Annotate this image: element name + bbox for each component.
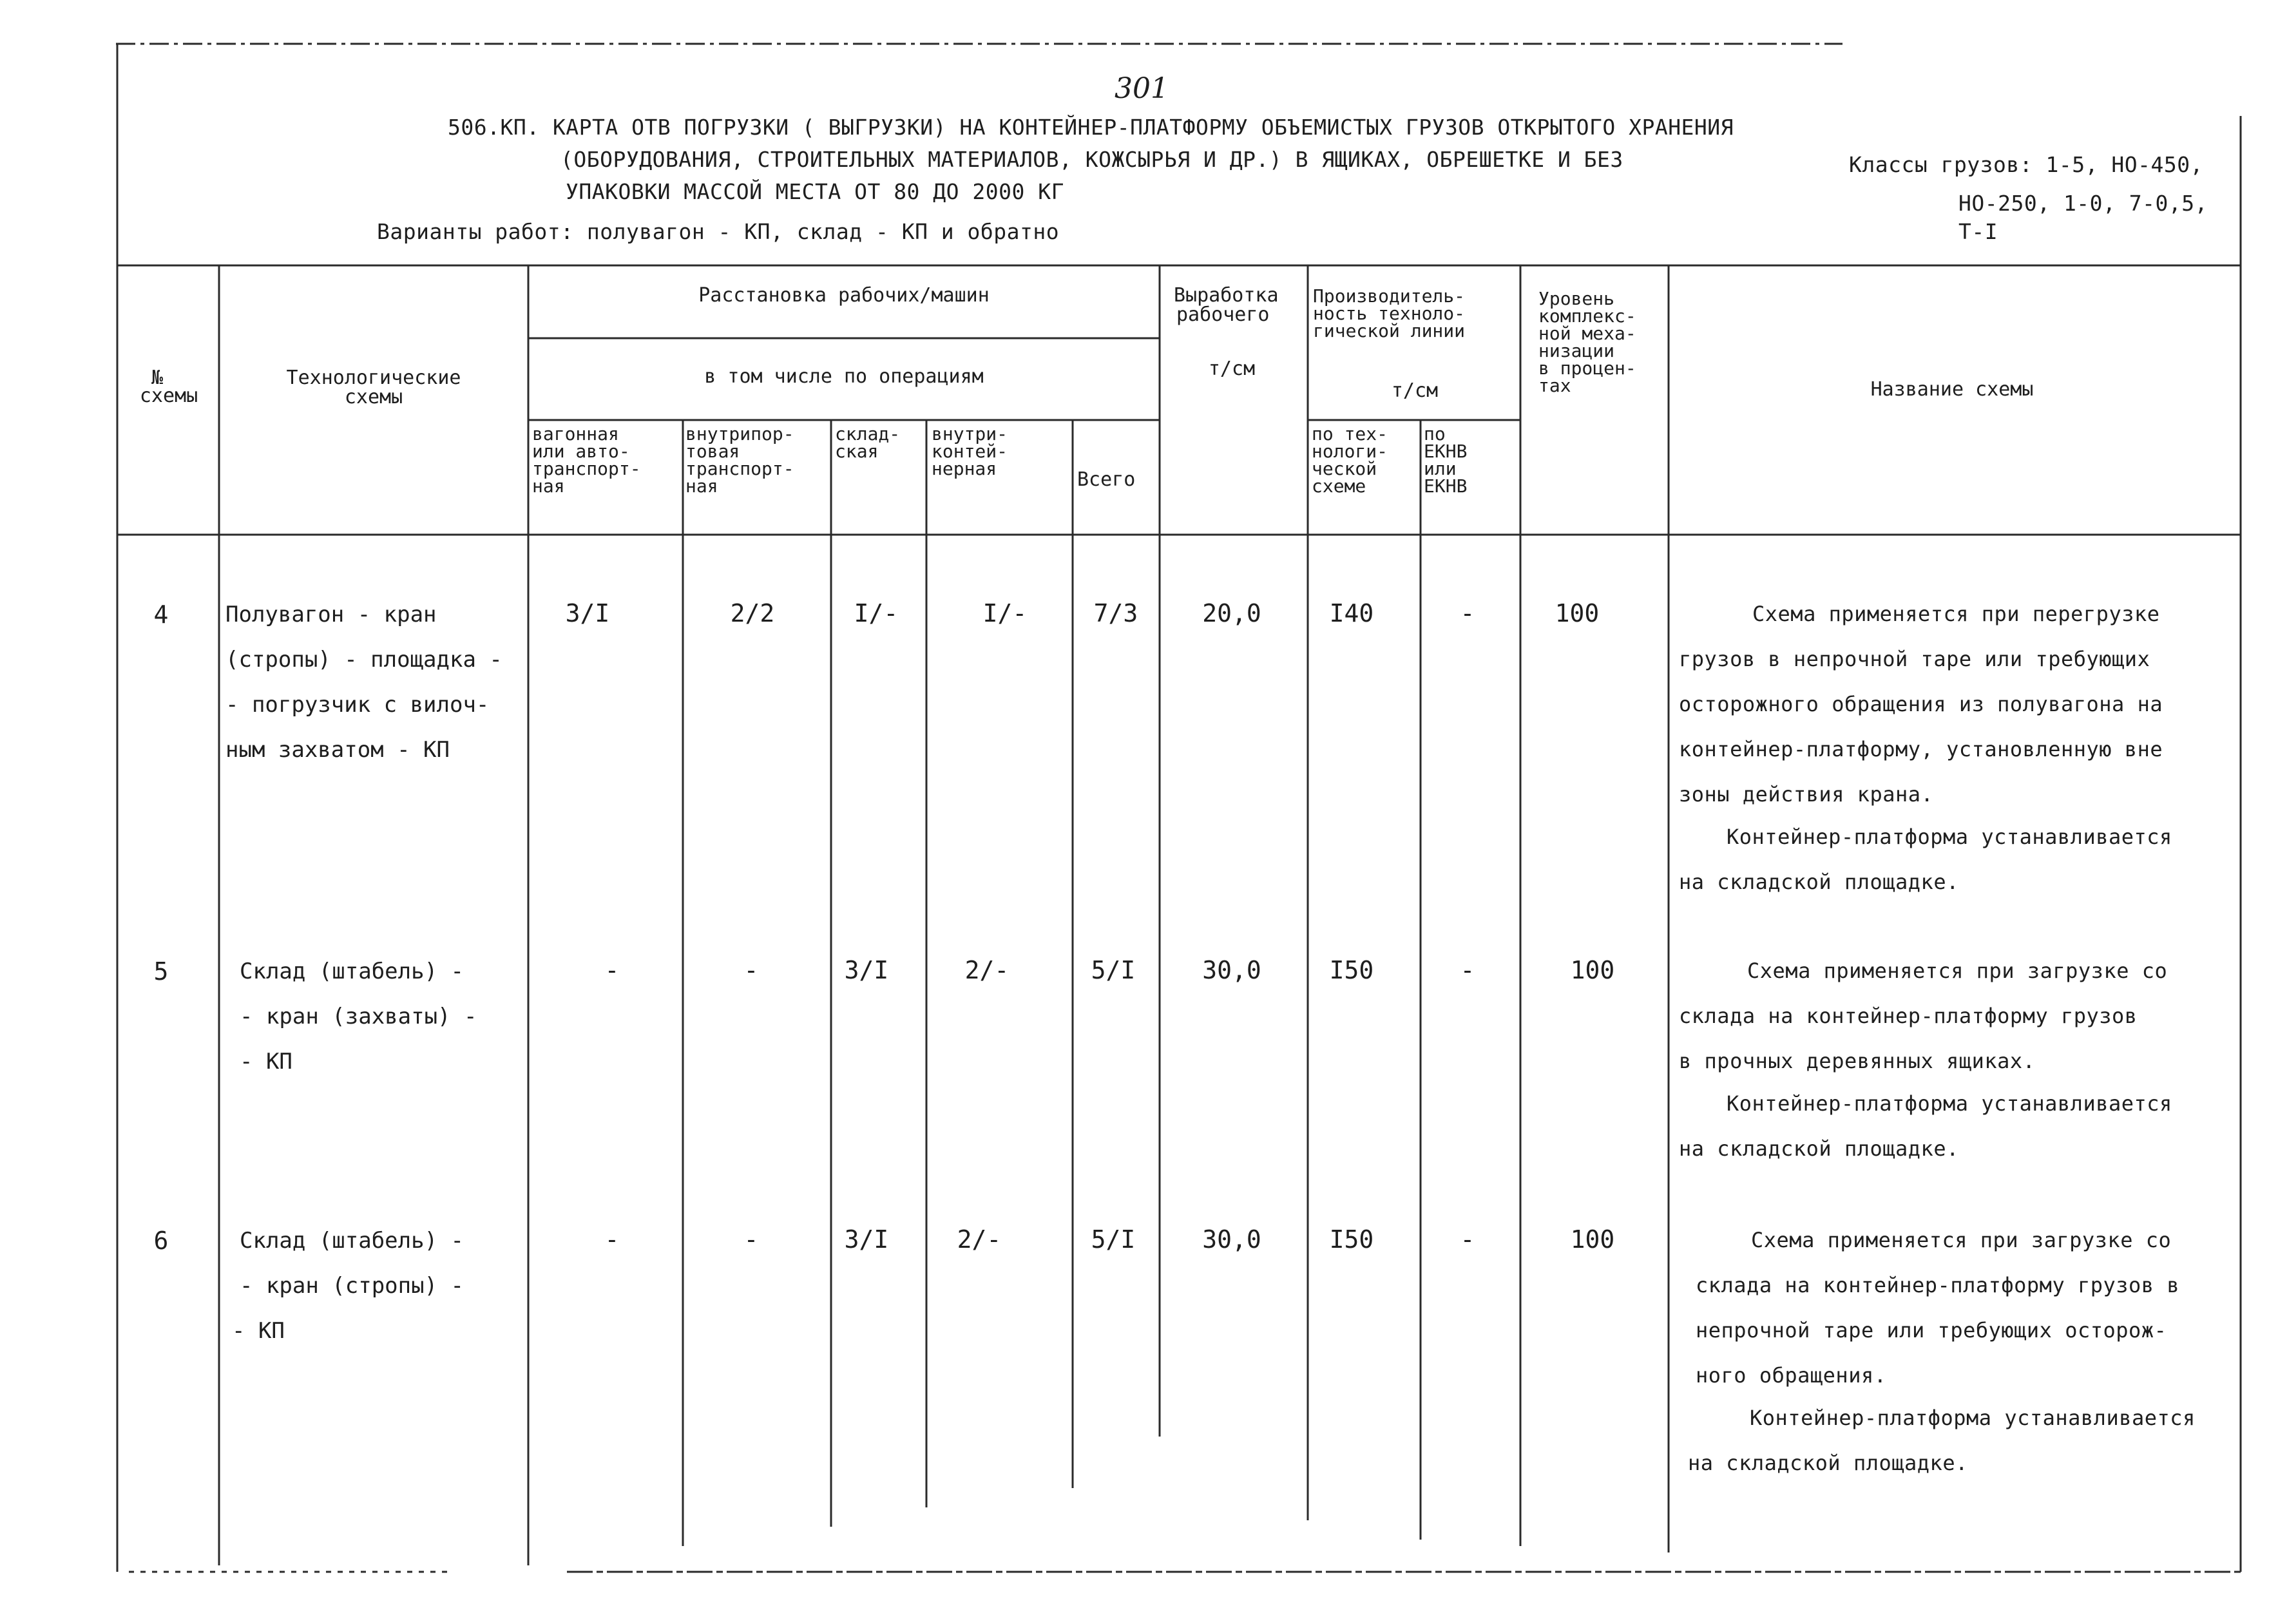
- header-output-unit: т/см: [1208, 358, 1256, 380]
- prod-scheme-value: I40: [1329, 599, 1374, 627]
- scheme-description-line: Схема применяется при загрузке со: [1747, 959, 2168, 983]
- header-op-intraport: внутрипор- товая транспорт- ная: [685, 423, 794, 497]
- header-productivity: Производитель- ность техноло- гической линии: [1313, 285, 1466, 341]
- scheme-description-line: Контейнер-платформа устанавливается: [1750, 1406, 2196, 1430]
- op-warehouse: 3/I: [844, 956, 889, 984]
- scheme-description-line: непрочной таре или требующих осторож-: [1696, 1318, 2167, 1342]
- header-mechanization: Уровень комплекс- ной меха- низации в процен- тах: [1538, 288, 1636, 396]
- op-wagon: 3/I: [565, 599, 610, 627]
- prod-norm-value: -: [1460, 1225, 1475, 1254]
- tech-scheme-line: (стропы) - площадка -: [225, 647, 503, 673]
- scheme-description-line: ного обращения.: [1696, 1363, 1887, 1388]
- scheme-description-line: на складской площадке.: [1679, 1136, 1959, 1161]
- cargo-class-line-1: Классы грузов: 1-5, НО-450,: [1849, 152, 2203, 177]
- header-scheme-no-1: №: [151, 367, 164, 389]
- scheme-description-line: склада на контейнер-платформу грузов: [1679, 1004, 2138, 1028]
- mechanization-value: 100: [1555, 599, 1600, 627]
- page-number: 301: [1115, 72, 1169, 105]
- title-line-2: (ОБОРУДОВАНИЯ, СТРОИТЕЛЬНЫХ МАТЕРИАЛОВ, КОЖСЫРЬЯ И ДР.) В ЯЩИКАХ, ОБРЕШЕТКЕ И БЕЗ: [560, 147, 1623, 172]
- scheme-description-line: контейнер-платформу, установленную вне: [1679, 737, 2163, 761]
- op-intraport: 2/2: [730, 599, 775, 627]
- op-total: 5/I: [1091, 1225, 1136, 1254]
- cargo-class-line-2: НО-250, 1-0, 7-0,5,: [1958, 191, 2208, 216]
- op-warehouse: 3/I: [844, 1225, 889, 1254]
- row-no: 5: [153, 957, 169, 986]
- op-intraport: -: [743, 956, 759, 984]
- header-tech-schemes-2: схемы: [344, 386, 403, 408]
- mechanization-value: 100: [1570, 956, 1615, 984]
- header-prod-by-scheme: по тех- нологи- ческой схеме: [1312, 423, 1388, 497]
- header-output-2: рабочего: [1176, 303, 1270, 326]
- scheme-description-line: в прочных деревянных ящиках.: [1679, 1049, 2036, 1073]
- op-total: 7/3: [1093, 599, 1138, 627]
- header-by-operation: в том числе по операциям: [704, 365, 984, 388]
- row-no: 4: [153, 600, 169, 629]
- row-no: 6: [153, 1227, 169, 1255]
- header-op-intracontainer: внутри- контей- нерная: [932, 423, 1008, 479]
- tech-scheme-line: - КП: [240, 1049, 292, 1075]
- prod-norm-value: -: [1460, 956, 1475, 984]
- op-total: 5/I: [1091, 956, 1136, 984]
- op-intracontainer: I/-: [982, 599, 1028, 627]
- scheme-description-line: на складской площадке.: [1679, 870, 1959, 894]
- header-output-1: Выработка: [1174, 284, 1279, 307]
- title-line-3: УПАКОВКИ МАССОЙ МЕСТА ОТ 80 ДО 2000 КГ: [566, 179, 1064, 204]
- output-value: 30,0: [1202, 1225, 1261, 1254]
- tech-scheme-line: Склад (штабель) -: [240, 959, 464, 984]
- output-value: 20,0: [1202, 599, 1261, 627]
- tech-scheme-line: - КП: [232, 1318, 285, 1344]
- output-value: 30,0: [1202, 956, 1261, 984]
- cargo-class-line-3: Т-I: [1958, 219, 1998, 244]
- op-intraport: -: [743, 1225, 759, 1254]
- header-op-warehouse: склад- ская: [835, 423, 901, 462]
- op-warehouse: I/-: [854, 599, 899, 627]
- header-tech-schemes-1: Технологические: [286, 367, 461, 389]
- tech-scheme-line: - кран (стропы) -: [240, 1273, 464, 1299]
- tech-scheme-line: ным захватом - КП: [225, 737, 450, 763]
- tech-scheme-line: Полувагон - кран: [225, 602, 437, 627]
- prod-scheme-value: I50: [1329, 956, 1374, 984]
- header-placement: Расстановка рабочих/машин: [698, 284, 990, 307]
- header-scheme-no-2: схемы: [139, 385, 198, 407]
- scheme-description-line: склада на контейнер-платформу грузов в: [1696, 1273, 2180, 1297]
- scheme-description-line: на складской площадке.: [1688, 1451, 1968, 1475]
- tech-scheme-line: Склад (штабель) -: [240, 1228, 464, 1254]
- title-line-1: 506.КП. КАРТА ОТВ ПОГРУЗКИ ( ВЫГРУЗКИ) НА КОНТЕЙНЕР-ПЛАТФОРМУ ОБЪЕМИСТЫХ ГРУЗОВ ОТКРЫТОГО ХРАНЕНИЯ: [448, 115, 1734, 140]
- header-prod-by-norm: по ЕКНВ или ЕКНВ: [1424, 423, 1468, 497]
- tech-scheme-line: - погрузчик с вилоч-: [225, 692, 490, 718]
- scheme-description-line: Контейнер-платформа устанавливается: [1727, 1091, 2172, 1116]
- scheme-description-line: Схема применяется при загрузке со: [1751, 1228, 2172, 1252]
- scheme-description-line: зоны действия крана.: [1679, 782, 1934, 807]
- prod-scheme-value: I50: [1329, 1225, 1374, 1254]
- scheme-description-line: осторожного обращения из полувагона на: [1679, 692, 2163, 716]
- prod-norm-value: -: [1460, 599, 1475, 627]
- scheme-description-line: Контейнер-платформа устанавливается: [1727, 825, 2172, 849]
- op-wagon: -: [604, 956, 620, 984]
- header-prod-unit: т/см: [1391, 379, 1439, 402]
- mechanization-value: 100: [1570, 1225, 1615, 1254]
- scheme-description-line: грузов в непрочной таре или требующих: [1679, 647, 2150, 671]
- work-variants: Варианты работ: полувагон - КП, склад - КП и обратно: [377, 219, 1060, 244]
- header-op-wagon: вагонная или авто- транспорт- ная: [532, 423, 641, 497]
- header-scheme-name: Название схемы: [1870, 378, 2034, 401]
- scheme-description-line: Схема применяется при перегрузке: [1752, 602, 2160, 626]
- tech-scheme-line: - кран (захваты) -: [240, 1004, 477, 1029]
- op-intracontainer: 2/-: [957, 1225, 1002, 1254]
- op-intracontainer: 2/-: [964, 956, 1010, 984]
- op-wagon: -: [604, 1225, 620, 1254]
- header-op-total: Всего: [1077, 468, 1136, 491]
